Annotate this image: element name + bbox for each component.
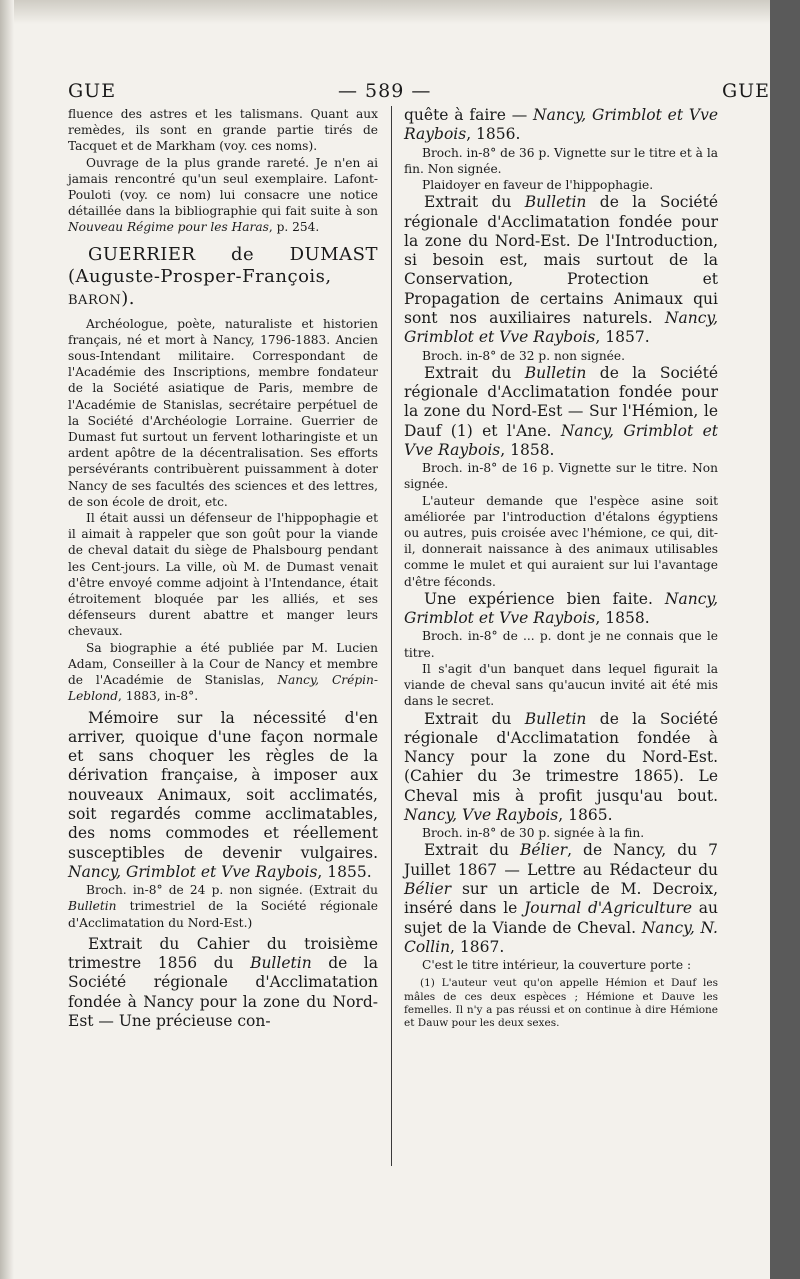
entry-name: GUERRIER de DUMAST (Auguste-Prosper-François, bbox=[68, 243, 378, 287]
text-run: , 1857. bbox=[595, 328, 650, 347]
work-entry bbox=[404, 364, 718, 460]
paragraph: Broch. in-8° de 36 p. Vignette sur le titre et à la fin. Non signée. bbox=[404, 145, 718, 176]
journal-title: Bélier bbox=[520, 841, 568, 860]
page-top-shadow bbox=[0, 0, 800, 24]
work-title: Mémoire sur la nécessité d'en arriver, quoique d'une façon normale et sans choquer les règles de la dérivation française, à imposer aux nouveaux Animaux, soit acclimatés, soit regardés comme acclimatables, des noms commodes et réellement susceptibles de devenir vulgaires. bbox=[68, 708, 378, 862]
footnote: (1) L'auteur veut qu'on appelle Hémion et Dauf les mâles de ces deux espèces ; Hémione et Dauve les femelles. Il n'y a pas réussi et on continue à dire Hémione et Dauw pour les deux sexes. bbox=[404, 977, 718, 1030]
publisher: Nancy, Vve Raybois bbox=[404, 805, 559, 824]
entry-heading bbox=[68, 244, 378, 312]
journal-title: Bulletin bbox=[68, 899, 117, 914]
paragraph: Archéologue, poète, naturaliste et historien français, né et mort à Nancy, 1796-1883. Ancien sous-Intendant militaire. Correspondant de l'Académie des Inscriptions, membre fondateur de la Société asiatique de Paris, membre de l'Académie de Stanislas, secrétaire perpétuel de la Société d'Archéologie Lorraine. Guerrier de Dumast fut surtout un fervent lotharingiste et un ardent apôtre de la décentralisation. Ses efforts persévérants contribuèrent puissamment à doter Nancy de ses facultés des sciences et des lettres, de son école de droit, etc. bbox=[68, 316, 378, 509]
journal-title: Bulletin bbox=[250, 954, 312, 973]
text-run: sur un article de M. Decroix, inséré dans le bbox=[404, 880, 718, 918]
paragraph bbox=[68, 155, 378, 236]
journal-title: Journal d'Agriculture bbox=[524, 899, 693, 918]
paragraph: L'auteur demande que l'espèce asine soit améliorée par l'introduction d'étalons égyptiens ou autres, puis croisée avec l'hémione, ce qui, dit-il, donnerait naissance à des animaux utilisables comme le mulet et qui auraient sur lui l'avantage d'être féconds. bbox=[404, 493, 718, 589]
work-entry bbox=[404, 193, 718, 347]
text-run: Ouvrage de la plus grande rareté. Je n'en ai jamais rencontré qu'un seul exemplaire. Lafont-Pouloti (voy. ce nom) lui consacre une notice détaillée dans la bibliographie qui fait suite à son bbox=[68, 155, 378, 219]
text-run: , 1858. bbox=[595, 609, 650, 628]
text-run: Extrait du bbox=[424, 841, 521, 860]
column-divider bbox=[391, 106, 392, 1166]
left-column bbox=[68, 106, 378, 1031]
text-run: Extrait du bbox=[424, 709, 525, 728]
text-run: , de Nancy, du 7 Juillet 1867 — Lettre au Rédacteur du bbox=[404, 841, 718, 879]
paragraph: Broch. in-8° de 32 p. non signée. bbox=[422, 348, 625, 363]
text-run: , 1865. bbox=[558, 805, 613, 824]
paragraph: Plaidoyer en faveur de l'hippophagie. bbox=[422, 178, 654, 192]
text-run: au sujet de la Viande de Cheval. bbox=[404, 899, 718, 937]
paragraph: Broch. in-8° de 16 p. Vignette sur le titre. Non signée. bbox=[404, 461, 718, 492]
text-run: Extrait du bbox=[424, 363, 525, 382]
text-run: Extrait du bbox=[424, 193, 525, 212]
work-entry bbox=[68, 709, 378, 883]
journal-title: Bulletin bbox=[524, 193, 587, 212]
publisher: Nancy, Crépin-Leblond bbox=[68, 673, 378, 704]
paragraph bbox=[68, 640, 378, 705]
work-entry bbox=[404, 590, 718, 629]
work-title: Une expérience bien faite. bbox=[424, 589, 665, 608]
text-run: Extrait du Cahier du troisième trimestre 1856 du bbox=[68, 934, 378, 973]
text-run: Broch. in-8° de 24 p. non signée. (Extrait du bbox=[86, 883, 378, 898]
paragraph: C'est le titre intérieur, la couverture porte : bbox=[422, 958, 692, 973]
page-number: — 589 — bbox=[338, 80, 432, 102]
journal-title: Bulletin bbox=[524, 709, 587, 728]
work-entry-continued bbox=[404, 106, 718, 145]
left-intro-block bbox=[68, 106, 378, 236]
book-title: Nouveau Régime pour les Haras bbox=[68, 220, 269, 235]
text-run: de la Société régionale d'Acclimatation fondée pour la zone du Nord-Est. De l'Introduction, si besoin est, mais surtout de la Conservation, Protection et Propagation de certains Animaux qui sont nos auxiliaires naturels. bbox=[404, 193, 718, 327]
text-run: quête à faire — bbox=[404, 106, 534, 124]
work-entry bbox=[68, 935, 378, 1031]
publisher: Nancy, Grimblot et Vve Raybois bbox=[68, 862, 318, 881]
entry-rank: BARON bbox=[68, 292, 122, 308]
publisher: Nancy, N. Collin bbox=[404, 918, 718, 956]
text-run: ). bbox=[121, 287, 136, 309]
paragraph: Broch. in-8° de 30 p. signée à la fin. bbox=[422, 826, 645, 841]
journal-title: Bélier bbox=[404, 880, 452, 899]
page-gutter-shadow bbox=[0, 0, 14, 1279]
text-run: Sa biographie a été publiée par M. Lucien Adam, Conseiller à la Cour de Nancy et membre de l'Académie de Stanislas, bbox=[68, 640, 378, 688]
paragraph: Broch. in-8° de ... p. dont je ne connais que le titre. bbox=[404, 629, 718, 660]
paragraph: fluence des astres et les talismans. Quant aux remèdes, ils sont en grande partie tirés de Tacquet et de Markham (voy. ces noms). bbox=[68, 107, 378, 154]
publisher: Nancy, Grimblot et Vve Raybois bbox=[404, 589, 718, 628]
publisher: Nancy, Grimblot et Vve Raybois bbox=[404, 421, 718, 459]
text-run: , 1867. bbox=[450, 937, 505, 956]
biography-block bbox=[68, 316, 378, 705]
paragraph bbox=[68, 882, 378, 931]
header-right-word: GUE bbox=[721, 80, 770, 102]
header-left-word: GUE bbox=[68, 80, 117, 102]
text-run: de la Société régionale d'Acclimatation fondée à Nancy pour la zone du Nord-Est — Une précieuse con- bbox=[68, 954, 378, 1030]
text-run: , 1855. bbox=[317, 862, 372, 881]
text-run: , 1856. bbox=[466, 125, 521, 144]
text-run: de la Société régionale d'Acclimatation fondée pour la zone du Nord-Est — Sur l'Hémion, le Dauf (1) et l'Ane. bbox=[404, 363, 718, 440]
text-run: , 1858. bbox=[500, 440, 555, 459]
right-column bbox=[404, 106, 718, 1030]
publisher: Nancy, Grimblot et Vve Raybois bbox=[404, 308, 718, 347]
scan-border bbox=[770, 0, 800, 1279]
text-run: , 1883, in-8°. bbox=[118, 689, 199, 704]
text-run: de la Société régionale d'Acclimatation fondée à Nancy pour la zone du Nord-Est. (Cahier du 3e trimestre 1865). Le Cheval mis à profit jusqu'au bout. bbox=[404, 709, 718, 805]
work-entry bbox=[404, 710, 718, 826]
journal-title: Bulletin bbox=[524, 363, 587, 382]
publisher: Nancy, Grimblot et Vve Raybois bbox=[404, 106, 718, 144]
paragraph: Il s'agit d'un banquet dans lequel figurait la viande de cheval sans qu'aucun invité ait été mis dans le secret. bbox=[404, 661, 718, 709]
paragraph: Il était aussi un défenseur de l'hippophagie et il aimait à rappeler que son goût pour la viande de cheval datait du siège de Phalsbourg pendant les Cent-jours. La ville, où M. de Dumast venait d'être envoyé comme adjoint à l'Intendance, était étroitement bloquée par les alliés, et ses défenseurs durent abattre et manger leurs chevaux. bbox=[68, 511, 378, 639]
text-run: , p. 254. bbox=[268, 220, 320, 235]
work-entry bbox=[404, 841, 718, 957]
text-run: trimestriel de la Société régionale d'Acclimatation du Nord-Est.) bbox=[68, 899, 378, 930]
